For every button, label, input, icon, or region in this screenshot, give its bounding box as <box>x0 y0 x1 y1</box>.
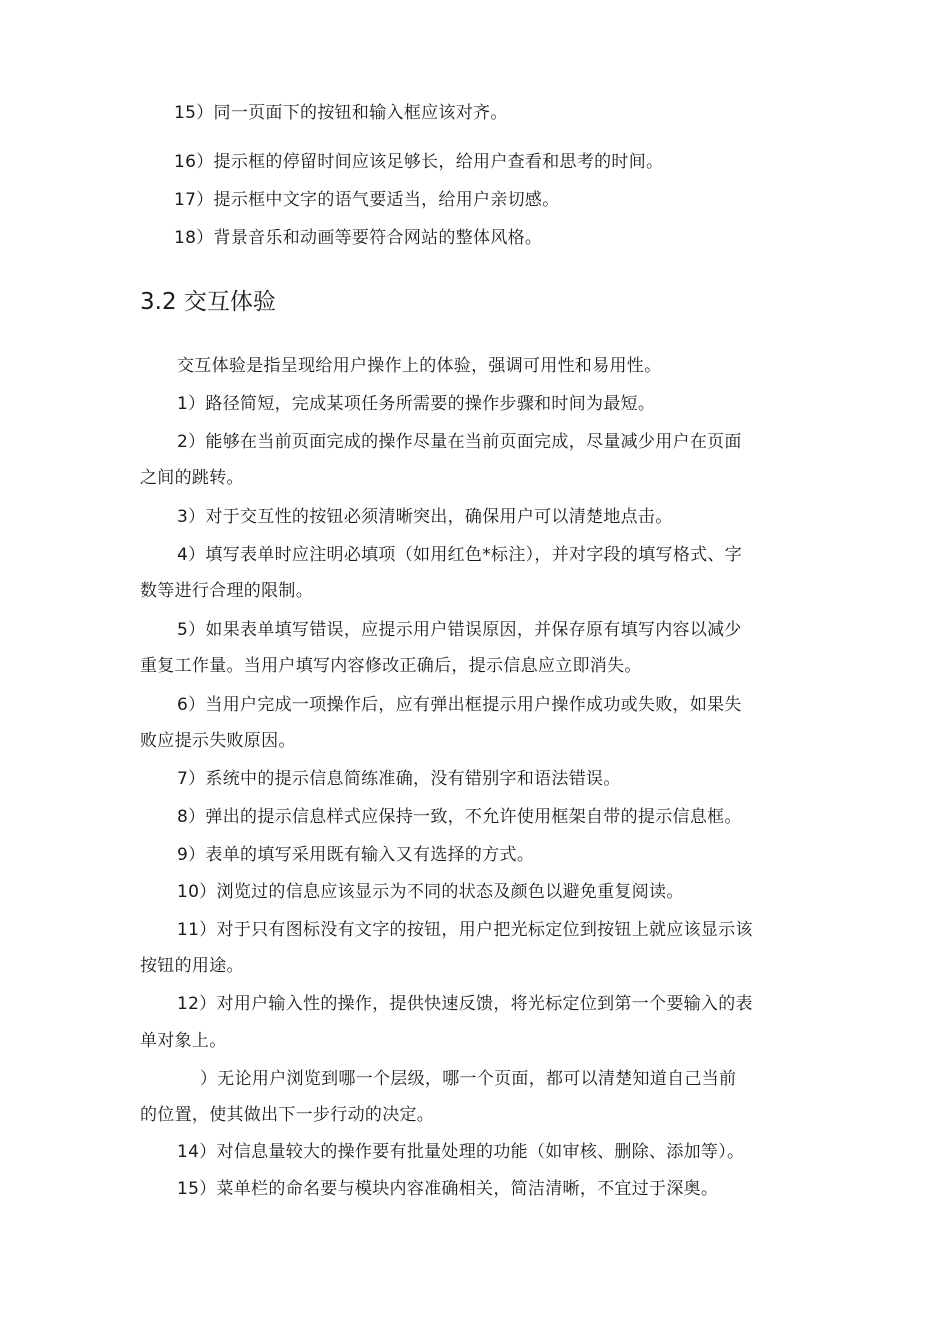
list-item-continuation: 单对象上。 <box>140 1031 227 1051</box>
list-item: 18）背景音乐和动画等要符合网站的整体风格。 <box>174 228 543 248</box>
list-item: 17）提示框中文字的语气要适当，给用户亲切感。 <box>174 190 560 210</box>
list-item-continuation: 之间的跳转。 <box>140 468 244 488</box>
list-item: 16）提示框的停留时间应该足够长，给用户查看和思考的时间。 <box>174 152 664 172</box>
section-intro: 交互体验是指呈现给用户操作上的体验，强调可用性和易用性。 <box>177 356 662 376</box>
list-item-continuation: 的位置，使其做出下一步行动的决定。 <box>140 1105 435 1125</box>
list-item-continuation: 败应提示失败原因。 <box>140 731 296 751</box>
list-item: 2）能够在当前页面完成的操作尽量在当前页面完成，尽量减少用户在页面 <box>177 432 742 452</box>
list-item: 12）对用户输入性的操作，提供快速反馈，将光标定位到第一个要输入的表 <box>177 994 753 1014</box>
list-item: 15）菜单栏的命名要与模块内容准确相关，简洁清晰，不宜过于深奥。 <box>177 1179 719 1199</box>
list-item: 9）表单的填写采用既有输入又有选择的方式。 <box>177 845 535 865</box>
list-item: 10）浏览过的信息应该显示为不同的状态及颜色以避免重复阅读。 <box>177 882 684 902</box>
list-item: 14）对信息量较大的操作要有批量处理的功能（如审核、删除、添加等）。 <box>177 1142 745 1162</box>
list-item-continuation: 数等进行合理的限制。 <box>140 581 313 601</box>
list-item: 4）填写表单时应注明必填项（如用红色*标注），并对字段的填写格式、字 <box>177 545 743 565</box>
section-heading: 3.2 交互体验 <box>140 289 276 315</box>
list-item: 7）系统中的提示信息简练准确，没有错别字和语法错误。 <box>177 769 621 789</box>
list-item: 6）当用户完成一项操作后，应有弹出框提示用户操作成功或失败，如果失 <box>177 695 742 715</box>
list-item: 3）对于交互性的按钮必须清晰突出，确保用户可以清楚地点击。 <box>177 507 673 527</box>
list-item: ）无论用户浏览到哪一个层级，哪一个页面，都可以清楚知道自己当前 <box>200 1069 737 1089</box>
list-item: 15）同一页面下的按钮和输入框应该对齐。 <box>174 103 508 123</box>
list-item-continuation: 按钮的用途。 <box>140 956 244 976</box>
list-item-continuation: 重复工作量。当用户填写内容修改正确后，提示信息应立即消失。 <box>140 656 642 676</box>
list-item: 5）如果表单填写错误，应提示用户错误原因，并保存原有填写内容以减少 <box>177 620 742 640</box>
list-item: 8）弹出的提示信息样式应保持一致，不允许使用框架自带的提示信息框。 <box>177 807 742 827</box>
list-item: 11）对于只有图标没有文字的按钮，用户把光标定位到按钮上就应该显示该 <box>177 920 753 940</box>
list-item: 1）路径简短，完成某项任务所需要的操作步骤和时间为最短。 <box>177 394 656 414</box>
